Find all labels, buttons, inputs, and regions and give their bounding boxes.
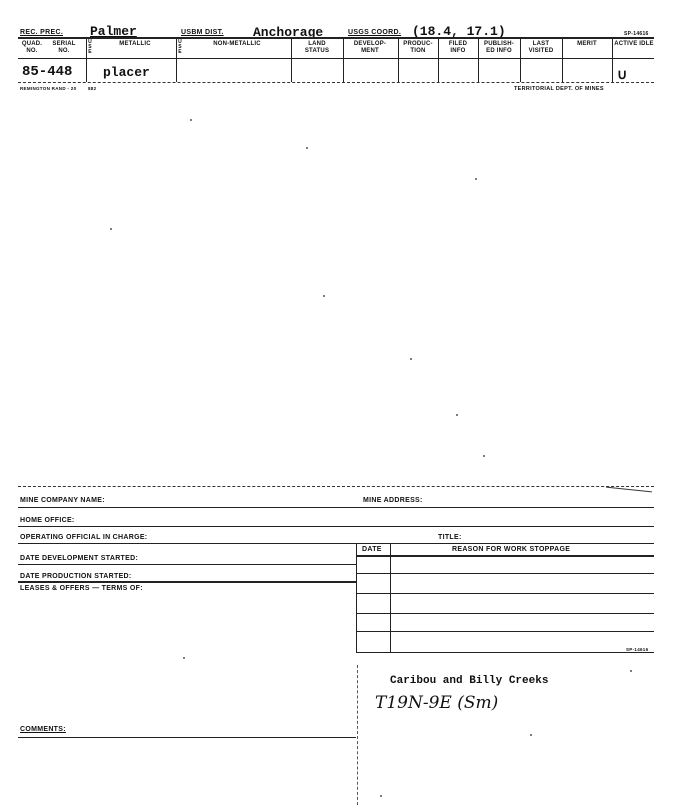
form-code: SP-14616	[624, 31, 649, 37]
col-divider	[438, 38, 439, 82]
handwritten-note: T19N-9E (Sm)	[375, 693, 499, 713]
bottom-top-rule	[18, 486, 654, 487]
stoppage-row-rule	[356, 652, 654, 653]
stoppage-header-rule	[356, 555, 654, 557]
col-serial-no: SERIAL NO.	[52, 41, 76, 54]
speck	[456, 414, 458, 416]
speck	[323, 295, 325, 297]
header-rule	[18, 37, 654, 39]
date-col-header: DATE	[362, 546, 382, 553]
speck	[410, 358, 412, 360]
leases-label: LEASES & OFFERS — TERMS OF:	[20, 585, 143, 592]
col-land-status: LAND STATUS	[304, 41, 330, 54]
record-commodity: placer	[103, 65, 150, 80]
form-rule	[18, 543, 654, 544]
col-production: PRODUC-TION	[403, 41, 433, 54]
stoppage-left-border	[356, 543, 357, 653]
active-idle-mark: ∪	[617, 66, 628, 82]
speck	[183, 657, 185, 659]
col-divider	[343, 38, 344, 82]
stoppage-row-rule	[356, 573, 654, 574]
comments-label: COMMENTS:	[20, 726, 66, 733]
form-rule	[18, 581, 356, 583]
col-merit: MERIT	[577, 41, 597, 47]
pen-stroke	[606, 487, 652, 493]
reason-col-header: REASON FOR WORK STOPPAGE	[452, 546, 571, 553]
col-quad-no: QUAD. NO.	[21, 41, 43, 54]
rec-prec-label: REC. PREC.	[20, 29, 64, 36]
rec-prec-value: Palmer	[90, 24, 137, 39]
stoppage-row-rule	[356, 593, 654, 594]
col-divider	[612, 38, 613, 82]
col-last-visited: LAST VISITED	[528, 41, 554, 54]
header-row-rule	[18, 58, 654, 59]
col-divider	[520, 38, 521, 82]
stoppage-row-rule	[356, 631, 654, 632]
stoppage-row-rule	[356, 613, 654, 614]
col-divider	[478, 38, 479, 82]
col-divider	[398, 38, 399, 82]
form-rule	[18, 507, 654, 508]
printer-code: 882	[88, 86, 97, 91]
col-divider	[291, 38, 292, 82]
speck	[483, 455, 485, 457]
record-row-rule	[18, 82, 654, 83]
agency-label: TERRITORIAL DEPT. OF MINES	[514, 86, 604, 92]
speck	[380, 795, 382, 797]
col-use-1: U S E	[88, 39, 92, 55]
date-development-label: DATE DEVELOPMENT STARTED:	[20, 555, 139, 562]
mine-company-label: MINE COMPANY NAME:	[20, 497, 105, 504]
col-published-info: PUBLISH-ED INFO	[484, 41, 514, 54]
speck	[306, 147, 308, 149]
usbm-dist-label: USBM DIST.	[181, 29, 224, 36]
col-filed-info: FILED INFO	[448, 41, 468, 54]
col-non-metallic: NON-METALLIC	[213, 41, 261, 47]
comments-rule	[18, 737, 356, 738]
printer-label: REMINGTON RAND - 20	[20, 86, 77, 91]
margin-mark	[357, 665, 358, 805]
col-use-2: U S E	[178, 39, 182, 55]
col-metallic: METALLIC	[119, 41, 151, 47]
form-rule	[18, 526, 654, 527]
form-code-2: SP-14616	[626, 647, 649, 652]
home-office-label: HOME OFFICE:	[20, 517, 75, 524]
date-production-label: DATE PRODUCTION STARTED:	[20, 573, 132, 580]
speck	[530, 734, 532, 736]
usgs-coord-label: USGS COORD.	[348, 29, 402, 36]
location-note: Caribou and Billy Creeks	[390, 675, 549, 687]
form-rule	[18, 564, 356, 565]
usbm-dist-value: Anchorage	[253, 25, 324, 40]
title-label: TITLE:	[438, 534, 462, 541]
col-divider	[562, 38, 563, 82]
usgs-coord-value: (18.4, 17.1)	[412, 24, 506, 39]
speck	[475, 178, 477, 180]
mine-address-label: MINE ADDRESS:	[363, 497, 423, 504]
speck	[630, 670, 632, 672]
speck	[110, 228, 112, 230]
speck	[190, 119, 192, 121]
col-active-idle: ACTIVE IDLE	[614, 41, 654, 47]
operating-official-label: OPERATING OFFICIAL IN CHARGE:	[20, 534, 148, 541]
record-number: 85-448	[22, 64, 73, 80]
stoppage-date-divider	[390, 543, 391, 653]
col-development: DEVELOP-MENT	[353, 41, 387, 54]
